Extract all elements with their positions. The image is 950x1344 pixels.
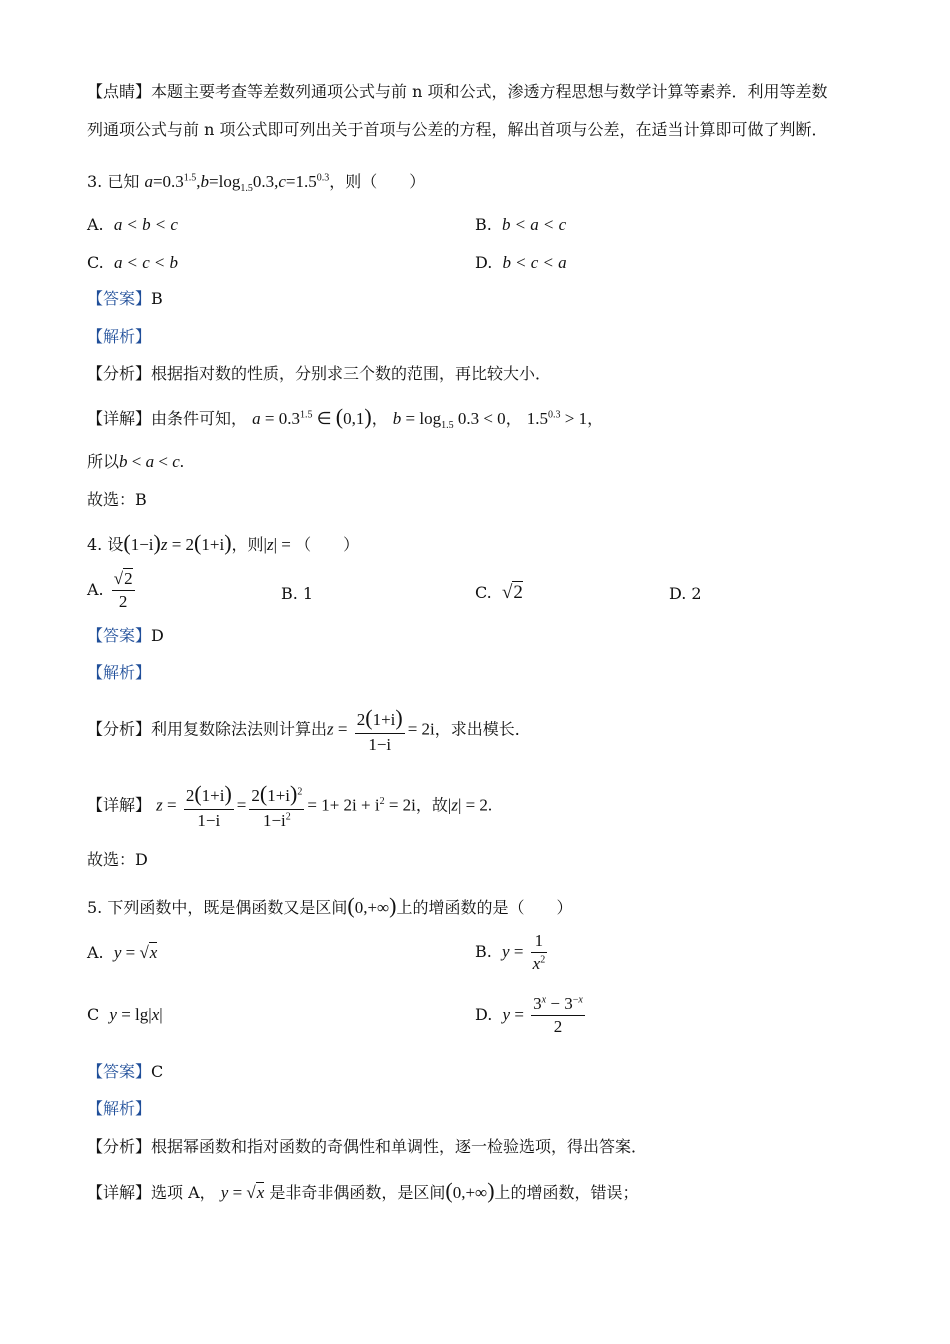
q3-option-d: D. b < c < a [475,253,567,272]
q4-answer-value: D [151,626,164,645]
q5-xiangjie-prefix: 选项 A， [151,1183,216,1202]
q4-xiangjie-tag: 【详解】 [87,795,152,815]
q5-xiangjie-mid: 是非奇非偶函数，是区间 [269,1183,446,1202]
q5-option-a: A. y = √x [87,943,158,962]
q4-guxuan-text: 故选：D [87,850,148,869]
q5-xiangjie-suffix: 上的增函数，错误； [494,1183,639,1202]
q4-xiangjie: 【详解】 z = $\frac{2(1+i)}{1-i}$ = $\frac{2(1+i)^2}{1-i^2}$ = $1+ 2i + i^2 = 2i$，故|z| = 2. [87,781,493,830]
q5-jiexi-tag: 【解析】 [87,1099,152,1118]
q4-jiexi [87,663,151,682]
q3-option-a-label: A. [87,215,104,234]
q3-fenxi [87,364,551,383]
q5-option-b-label: B. [475,942,492,962]
q4-guxuan [87,850,148,869]
q3-option-b-label: B. [475,215,492,234]
q4-xiangjie-mid: ，故 [415,795,448,815]
q4-stem-prefix: 4. 设 [87,535,124,554]
dianjing-line-1 [87,82,828,101]
q5-fenxi [87,1137,647,1156]
q3-option-c: C. a < c < b [87,253,179,272]
q3-option-a: A. a < b < c [87,215,178,234]
q3-answer-tag: 【答案】 [87,289,152,308]
q4-option-a-label: A. [87,580,104,600]
q4-option-c: C. √2 [475,582,523,603]
q5-answer [87,1062,163,1081]
q5-answer-value: C [151,1062,164,1081]
q3-xiangjie-tag: 【详解】 [87,409,152,428]
q3-option-b: B. b < a < c [475,215,567,234]
q3-xiangjie-prefix: 由条件可知， [151,409,248,428]
dianjing-text-2: 列通项公式与前 n 项公式即可列出关于首项与公差的方程，解出首项与公差，在适当计算即可做了判断． [87,120,828,139]
q5-fenxi-tag: 【分析】 [87,1137,152,1156]
q4-option-b-label: B. 1 [281,584,314,603]
q5-jiexi [87,1099,151,1118]
q3-answer [87,289,163,308]
q3-suoyi-text: 所以 [87,452,120,471]
q5-option-d-label: D. [475,1005,493,1025]
q3-stem-formula: a [144,172,153,191]
q4-stem-suffix: （ ） [295,535,360,554]
q4-stem-mid: ，则 [231,535,264,554]
q5-xiangjie: 【详解】选项 A， y = √x 是非奇非偶函数，是区间(0,+∞)上的增函数，错误； [87,1178,639,1203]
dianjing-text-1: 本题主要考查等差数列通项公式与前 n 项和公式，渗透方程思想与数学计算等素养．利用等差数 [151,82,828,101]
q4-option-b [281,584,313,603]
q5-option-c-label: C [87,1005,100,1024]
q3-stem-prefix: 3. 已知 [87,172,140,191]
q3-jiexi-tag: 【解析】 [87,327,152,346]
q4-fenxi-suffix: ，求出模长． [434,719,531,739]
q4-option-d-label: D. 2 [669,584,702,603]
q5-option-d: D. y = $\frac{3^x - 3^{-x}}{2}$ [475,994,583,1037]
q3-option-c-label: C. [87,253,104,272]
q4-option-c-label: C. [475,583,492,602]
q3-suoyi: 所以b < a < c. [87,452,184,471]
q4-fenxi-prefix: 利用复数除法法则计算出 [151,719,328,739]
q4-answer [87,626,164,645]
q3-option-d-label: D. [475,253,493,272]
q3-stem-suffix: ，则（ ） [329,172,426,191]
q5-option-b: B. y = $\frac{1}{x^2}$ [475,931,546,974]
q4-answer-tag: 【答案】 [87,626,152,645]
q3-answer-value: B [151,289,163,308]
q5-answer-tag: 【答案】 [87,1062,152,1081]
q4-stem: 4. 设(1−i)z = 2(1+i)，则|z| = （ ） [87,530,360,555]
q5-option-a-label: A. [87,943,104,962]
q4-option-d [669,584,702,603]
q5-stem-suffix: 上的增函数的是（ ） [396,898,573,917]
dianjing-line-2 [87,120,827,139]
q3-fenxi-text: 根据指对数的性质，分别求三个数的范围，再比较大小． [151,364,552,383]
q5-stem-text: 5. 下列函数中，既是偶函数又是区间 [87,898,348,917]
q3-xiangjie: 【详解】由条件可知， $a = 0.3^{1.5}$ ∈ (0,1)， $b = \log_{1.5} 0.3 < 0$， $1.5^{0.3} > 1$， [87,404,604,432]
q3-fenxi-tag: 【分析】 [87,364,152,383]
q3-guxuan [87,490,147,509]
dianjing-tag: 【点睛】 [87,82,152,101]
q5-xiangjie-tag: 【详解】 [87,1183,152,1202]
q3-jiexi [87,327,151,346]
q4-fenxi: 【分析】利用复数除法法则计算出z = $\frac{2(1+i)}{1-i}$ = 2i，求出模长． [87,705,531,754]
q4-jiexi-tag: 【解析】 [87,663,152,682]
q5-option-c: C y = lg|x| [87,1005,163,1024]
q4-option-a: A. $\frac{√2}{2}$ [87,569,133,612]
q4-fenxi-tag: 【分析】 [87,719,152,739]
q3-stem: 3. 已知 $a=0.3^{1.5},b=\log_{1.5}0.3,c=1.5^{0.3}$，则（ ） [87,172,426,195]
q5-fenxi-text: 根据幂函数和指对函数的奇偶性和单调性，逐一检验选项，得出答案． [151,1137,648,1156]
q3-guxuan-text: 故选：B [87,490,147,509]
q5-stem: 5. 下列函数中，既是偶函数又是区间(0,+∞)上的增函数的是（ ） [87,893,573,918]
